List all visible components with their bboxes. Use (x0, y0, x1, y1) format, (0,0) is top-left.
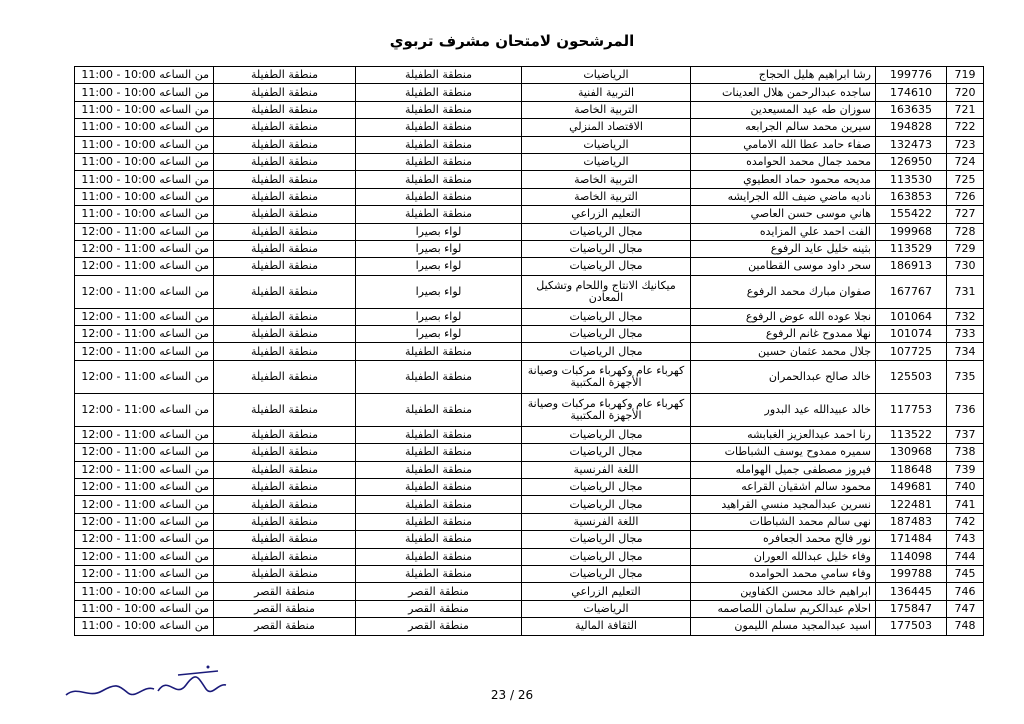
row-number: 730 (947, 258, 984, 275)
row-number: 736 (947, 393, 984, 426)
table-row (75, 240, 984, 257)
row-number: 719 (947, 67, 984, 84)
candidate-id: 171484 (876, 531, 947, 548)
table-row (75, 119, 984, 136)
specialization: مجال الرياضيات (522, 240, 691, 257)
table-row (75, 479, 984, 496)
specialization: مجال الرياضيات (522, 531, 691, 548)
candidate-id: 163853 (876, 188, 947, 205)
directorate: لواء بصيرا (356, 258, 522, 275)
directorate: منطقة الطفيلة (356, 84, 522, 101)
candidate-name: ناديه ماضي ضيف الله الجرايشه (691, 188, 876, 205)
candidate-id: 175847 (876, 600, 947, 617)
specialization: الرياضيات (522, 153, 691, 170)
directorate: منطقة الطفيلة (356, 119, 522, 136)
exam-center: منطقة القصر (214, 583, 356, 600)
row-number: 738 (947, 444, 984, 461)
candidate-name: رشا ابراهيم هليل الحجاج (691, 67, 876, 84)
exam-time: من الساعه 10:00 - 11:00 (75, 618, 214, 635)
exam-center: منطقة الطفيلة (214, 101, 356, 118)
candidate-id: 155422 (876, 206, 947, 223)
directorate: منطقة الطفيلة (356, 531, 522, 548)
candidate-id: 149681 (876, 479, 947, 496)
exam-time: من الساعه 11:00 - 12:00 (75, 548, 214, 565)
candidate-name: اسيد عبدالمجيد مسلم الليمون (691, 618, 876, 635)
candidate-id: 117753 (876, 393, 947, 426)
exam-time: من الساعه 11:00 - 12:00 (75, 479, 214, 496)
exam-center: منطقة الطفيلة (214, 531, 356, 548)
specialization: التربية الخاصة (522, 188, 691, 205)
row-number: 741 (947, 496, 984, 513)
candidate-id: 167767 (876, 275, 947, 308)
candidate-name: سحر داود موسى القطامين (691, 258, 876, 275)
directorate: منطقة القصر (356, 600, 522, 617)
candidates-table (74, 66, 984, 636)
candidate-name: رنا احمد عبدالعزيز الغبابشه (691, 426, 876, 443)
exam-center: منطقة الطفيلة (214, 548, 356, 565)
candidate-id: 118648 (876, 461, 947, 478)
directorate: لواء بصيرا (356, 240, 522, 257)
exam-time: من الساعه 10:00 - 11:00 (75, 67, 214, 84)
row-number: 747 (947, 600, 984, 617)
exam-center: منطقة الطفيلة (214, 426, 356, 443)
row-number: 748 (947, 618, 984, 635)
specialization: مجال الرياضيات (522, 258, 691, 275)
specialization: كهرباء عام وكهرباء مركبات وصيانة الأجهزة المكتبية (522, 393, 691, 426)
directorate: منطقة الطفيلة (356, 513, 522, 530)
directorate: منطقة الطفيلة (356, 496, 522, 513)
exam-time: من الساعه 11:00 - 12:00 (75, 496, 214, 513)
row-number: 739 (947, 461, 984, 478)
exam-center: منطقة الطفيلة (214, 171, 356, 188)
table-row (75, 153, 984, 170)
exam-center: منطقة الطفيلة (214, 513, 356, 530)
exam-center: منطقة الطفيلة (214, 84, 356, 101)
table-row (75, 258, 984, 275)
candidate-id: 194828 (876, 119, 947, 136)
table-row (75, 188, 984, 205)
candidate-name: فيروز مصطفى جميل الهوامله (691, 461, 876, 478)
table-row (75, 360, 984, 393)
candidate-name: خالد عبيدالله عيد البدور (691, 393, 876, 426)
exam-time: من الساعه 11:00 - 12:00 (75, 444, 214, 461)
row-number: 735 (947, 360, 984, 393)
specialization: الرياضيات (522, 67, 691, 84)
row-number: 721 (947, 101, 984, 118)
directorate: منطقة الطفيلة (356, 188, 522, 205)
candidate-name: نجلا عوده الله عوض الرفوع (691, 308, 876, 325)
row-number: 733 (947, 326, 984, 343)
candidate-id: 163635 (876, 101, 947, 118)
table-row (75, 308, 984, 325)
page-number: 23 / 26 (490, 688, 534, 702)
table-row (75, 426, 984, 443)
page-title: المرشحون لامتحان مشرف تربوي (389, 32, 635, 50)
table-row (75, 513, 984, 530)
candidate-name: وفاء سامي محمد الحوامده (691, 565, 876, 582)
directorate: منطقة الطفيلة (356, 136, 522, 153)
specialization: الثقافة المالية (522, 618, 691, 635)
table-row (75, 531, 984, 548)
directorate: منطقة الطفيلة (356, 67, 522, 84)
specialization: مجال الرياضيات (522, 308, 691, 325)
candidate-id: 186913 (876, 258, 947, 275)
candidate-id: 199776 (876, 67, 947, 84)
directorate: منطقة الطفيلة (356, 461, 522, 478)
candidate-name: مديحه محمود حماد العطيوي (691, 171, 876, 188)
table-row (75, 326, 984, 343)
specialization: اللغة الفرنسية (522, 513, 691, 530)
row-number: 746 (947, 583, 984, 600)
table-row (75, 565, 984, 582)
specialization: مجال الرياضيات (522, 426, 691, 443)
exam-time: من الساعه 10:00 - 11:00 (75, 206, 214, 223)
specialization: التعليم الزراعي (522, 583, 691, 600)
directorate: منطقة الطفيلة (356, 479, 522, 496)
candidate-name: سوزان طه عيد المسيعدين (691, 101, 876, 118)
exam-center: منطقة الطفيلة (214, 240, 356, 257)
exam-time: من الساعه 11:00 - 12:00 (75, 426, 214, 443)
directorate: لواء بصيرا (356, 326, 522, 343)
directorate: لواء بصيرا (356, 308, 522, 325)
specialization: التربية الخاصة (522, 101, 691, 118)
candidate-name: جلال محمد عثمان حسين (691, 343, 876, 360)
candidate-name: ابراهيم خالد محسن الكفاوين (691, 583, 876, 600)
specialization: كهرباء عام وكهرباء مركبات وصيانة الأجهزة المكتبية (522, 360, 691, 393)
row-number: 724 (947, 153, 984, 170)
row-number: 722 (947, 119, 984, 136)
exam-center: منطقة الطفيلة (214, 496, 356, 513)
exam-time: من الساعه 11:00 - 12:00 (75, 275, 214, 308)
candidate-id: 114098 (876, 548, 947, 565)
exam-center: منطقة الطفيلة (214, 223, 356, 240)
exam-time: من الساعه 10:00 - 11:00 (75, 600, 214, 617)
exam-center: منطقة الطفيلة (214, 206, 356, 223)
exam-time: من الساعه 11:00 - 12:00 (75, 343, 214, 360)
table-row (75, 223, 984, 240)
exam-center: منطقة الطفيلة (214, 444, 356, 461)
specialization: التربية الفنية (522, 84, 691, 101)
table-row (75, 171, 984, 188)
row-number: 731 (947, 275, 984, 308)
specialization: مجال الرياضيات (522, 444, 691, 461)
directorate: منطقة الطفيلة (356, 360, 522, 393)
exam-center: منطقة الطفيلة (214, 343, 356, 360)
specialization: الرياضيات (522, 136, 691, 153)
directorate: منطقة الطفيلة (356, 565, 522, 582)
table-row (75, 84, 984, 101)
table-row (75, 461, 984, 478)
exam-time: من الساعه 11:00 - 12:00 (75, 393, 214, 426)
candidate-name: وفاء خليل عبدالله العوران (691, 548, 876, 565)
table-row (75, 583, 984, 600)
directorate: منطقة الطفيلة (356, 343, 522, 360)
candidate-name: سيرين محمد سالم الجرابعه (691, 119, 876, 136)
specialization: الاقتصاد المنزلي (522, 119, 691, 136)
candidate-id: 113530 (876, 171, 947, 188)
directorate: منطقة القصر (356, 618, 522, 635)
candidate-name: نسرين عبدالمجيد منسي القراهيد (691, 496, 876, 513)
table-row (75, 136, 984, 153)
specialization: مجال الرياضيات (522, 223, 691, 240)
candidate-id: 125503 (876, 360, 947, 393)
directorate: منطقة الطفيلة (356, 206, 522, 223)
exam-time: من الساعه 11:00 - 12:00 (75, 360, 214, 393)
exam-center: منطقة الطفيلة (214, 461, 356, 478)
exam-center: منطقة الطفيلة (214, 393, 356, 426)
table-row (75, 393, 984, 426)
row-number: 720 (947, 84, 984, 101)
table-row (75, 206, 984, 223)
exam-center: منطقة الطفيلة (214, 188, 356, 205)
candidate-name: محمود سالم اشقيان القراعه (691, 479, 876, 496)
candidate-name: نهلا ممدوح غانم الرفوع (691, 326, 876, 343)
candidate-name: خالد صالح عبدالحمران (691, 360, 876, 393)
row-number: 728 (947, 223, 984, 240)
directorate: منطقة الطفيلة (356, 444, 522, 461)
candidate-id: 126950 (876, 153, 947, 170)
row-number: 727 (947, 206, 984, 223)
exam-time: من الساعه 10:00 - 11:00 (75, 583, 214, 600)
candidate-id: 132473 (876, 136, 947, 153)
exam-time: من الساعه 10:00 - 11:00 (75, 153, 214, 170)
exam-center: منطقة الطفيلة (214, 479, 356, 496)
directorate: منطقة الطفيلة (356, 153, 522, 170)
directorate: منطقة الطفيلة (356, 548, 522, 565)
exam-time: من الساعه 11:00 - 12:00 (75, 565, 214, 582)
table-row (75, 275, 984, 308)
candidate-id: 122481 (876, 496, 947, 513)
exam-center: منطقة الطفيلة (214, 153, 356, 170)
exam-time: من الساعه 11:00 - 12:00 (75, 513, 214, 530)
exam-time: من الساعه 10:00 - 11:00 (75, 101, 214, 118)
candidate-name: ساجده عبدالرحمن هلال العدينات (691, 84, 876, 101)
table-row (75, 101, 984, 118)
directorate: لواء بصيرا (356, 223, 522, 240)
table-row (75, 618, 984, 635)
exam-time: من الساعه 11:00 - 12:00 (75, 240, 214, 257)
row-number: 740 (947, 479, 984, 496)
candidate-name: احلام عبدالكريم سلمان اللصاصمه (691, 600, 876, 617)
table-row (75, 496, 984, 513)
row-number: 725 (947, 171, 984, 188)
candidate-id: 174610 (876, 84, 947, 101)
table-row (75, 67, 984, 84)
candidate-id: 187483 (876, 513, 947, 530)
exam-time: من الساعه 10:00 - 11:00 (75, 136, 214, 153)
candidate-id: 177503 (876, 618, 947, 635)
row-number: 742 (947, 513, 984, 530)
table-row (75, 343, 984, 360)
row-number: 732 (947, 308, 984, 325)
row-number: 744 (947, 548, 984, 565)
exam-center: منطقة القصر (214, 600, 356, 617)
candidate-name: نهى سالم محمد الشباطات (691, 513, 876, 530)
specialization: مجال الرياضيات (522, 326, 691, 343)
exam-time: من الساعه 10:00 - 11:00 (75, 188, 214, 205)
exam-center: منطقة الطفيلة (214, 326, 356, 343)
candidate-name: صفاء حامد عطا الله الامامي (691, 136, 876, 153)
directorate: لواء بصيرا (356, 275, 522, 308)
candidate-name: هاني موسى حسن العاصي (691, 206, 876, 223)
row-number: 723 (947, 136, 984, 153)
table-row (75, 548, 984, 565)
candidate-id: 199788 (876, 565, 947, 582)
row-number: 743 (947, 531, 984, 548)
table-row (75, 444, 984, 461)
exam-center: منطقة الطفيلة (214, 360, 356, 393)
specialization: مجال الرياضيات (522, 548, 691, 565)
exam-time: من الساعه 11:00 - 12:00 (75, 223, 214, 240)
candidate-name: بثينه خليل عايد الرفوع (691, 240, 876, 257)
specialization: ميكانيك الانتاج واللحام وتشكيل المعادن (522, 275, 691, 308)
directorate: منطقة القصر (356, 583, 522, 600)
candidate-id: 130968 (876, 444, 947, 461)
exam-time: من الساعه 10:00 - 11:00 (75, 119, 214, 136)
candidate-id: 101064 (876, 308, 947, 325)
candidate-name: الفت احمد علي المزايده (691, 223, 876, 240)
candidates-table-body (75, 67, 984, 636)
exam-time: من الساعه 11:00 - 12:00 (75, 326, 214, 343)
directorate: منطقة الطفيلة (356, 426, 522, 443)
directorate: منطقة الطفيلة (356, 171, 522, 188)
exam-center: منطقة الطفيلة (214, 565, 356, 582)
row-number: 729 (947, 240, 984, 257)
directorate: منطقة الطفيلة (356, 101, 522, 118)
row-number: 726 (947, 188, 984, 205)
specialization: مجال الرياضيات (522, 496, 691, 513)
exam-time: من الساعه 11:00 - 12:00 (75, 258, 214, 275)
table-row (75, 600, 984, 617)
exam-time: من الساعه 10:00 - 11:00 (75, 171, 214, 188)
candidate-name: سميره ممدوح يوسف الشباطات (691, 444, 876, 461)
row-number: 745 (947, 565, 984, 582)
candidate-name: صفوان مبارك محمد الرفوع (691, 275, 876, 308)
directorate: منطقة الطفيلة (356, 393, 522, 426)
candidate-name: محمد جمال محمد الحوامده (691, 153, 876, 170)
candidate-name: نور فالح محمد الجعافره (691, 531, 876, 548)
exam-center: منطقة الطفيلة (214, 258, 356, 275)
exam-time: من الساعه 10:00 - 11:00 (75, 84, 214, 101)
specialization: التربية الخاصة (522, 171, 691, 188)
candidate-id: 199968 (876, 223, 947, 240)
specialization: مجال الرياضيات (522, 479, 691, 496)
candidate-id: 113522 (876, 426, 947, 443)
exam-center: منطقة الطفيلة (214, 275, 356, 308)
specialization: مجال الرياضيات (522, 565, 691, 582)
exam-time: من الساعه 11:00 - 12:00 (75, 461, 214, 478)
exam-center: منطقة الطفيلة (214, 119, 356, 136)
candidate-id: 136445 (876, 583, 947, 600)
exam-time: من الساعه 11:00 - 12:00 (75, 308, 214, 325)
candidate-id: 101074 (876, 326, 947, 343)
candidate-id: 107725 (876, 343, 947, 360)
exam-time: من الساعه 11:00 - 12:00 (75, 531, 214, 548)
row-number: 737 (947, 426, 984, 443)
specialization: التعليم الزراعي (522, 206, 691, 223)
exam-center: منطقة الطفيلة (214, 136, 356, 153)
exam-center: منطقة القصر (214, 618, 356, 635)
specialization: اللغة الفرنسية (522, 461, 691, 478)
specialization: الرياضيات (522, 600, 691, 617)
row-number: 734 (947, 343, 984, 360)
specialization: مجال الرياضيات (522, 343, 691, 360)
exam-center: منطقة الطفيلة (214, 67, 356, 84)
candidate-id: 113529 (876, 240, 947, 257)
exam-center: منطقة الطفيلة (214, 308, 356, 325)
